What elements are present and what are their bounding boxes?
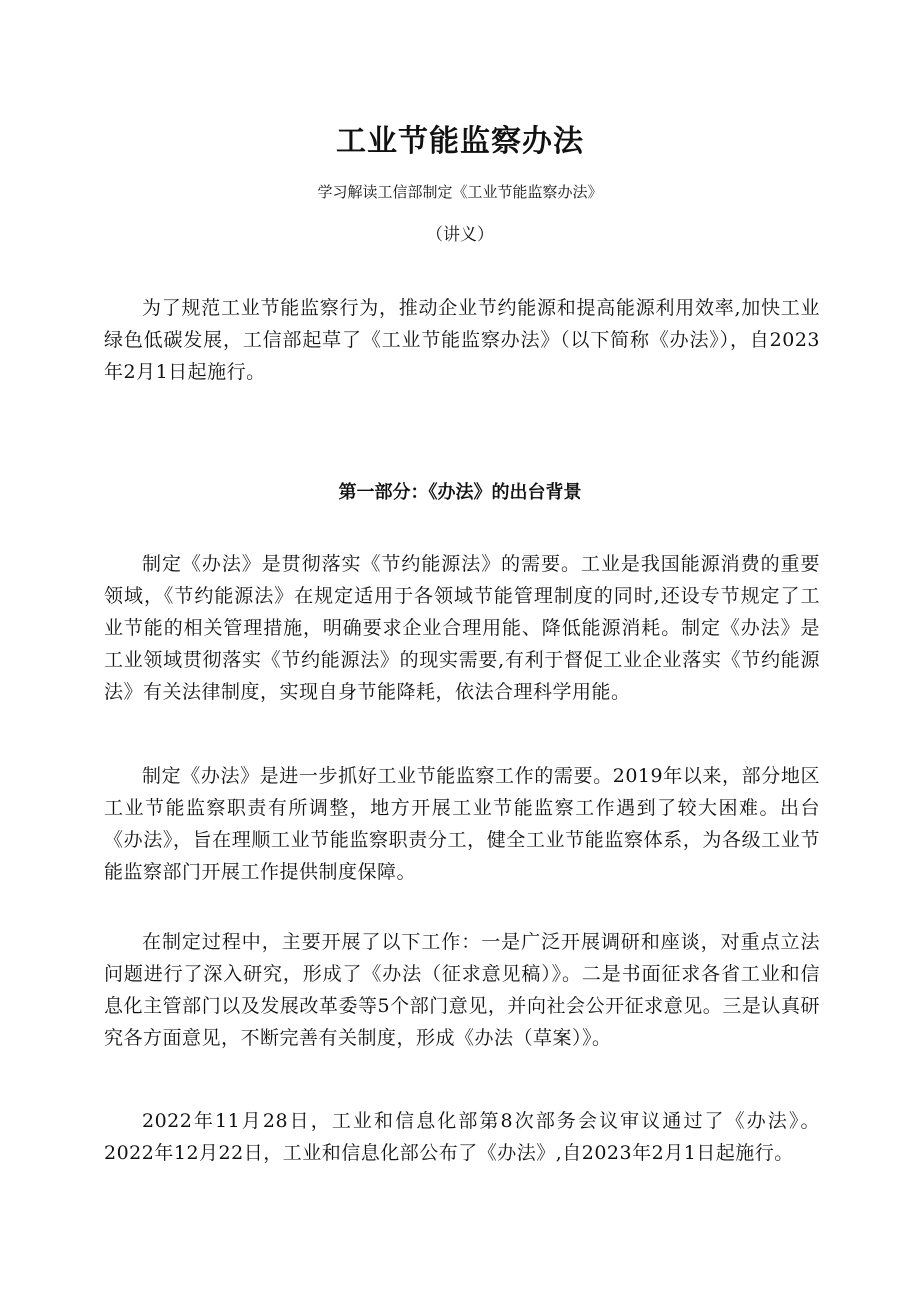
document-title: 工业节能监察办法 — [336, 124, 584, 159]
body-paragraph: 2022年11月28日，工业和信息化部第8次部务会议审议通过了《办法》。2022年12月22日，工业和信息化部公布了《办法》,自2023年2月1日起施行。 — [104, 1110, 820, 1164]
body-paragraph: 在制定过程中，主要开展了以下工作：一是广泛开展调研和座谈，对重点立法问题进行了深入研究，形成了《办法（征求意见稿）》。二是书面征求各省工业和信息化主管部门以及发展改革委等5个部门意见，并向社会公开征求意见。三是认真研究各方面意见，不断完善有关制度，形成《办法（草案）》。 — [104, 931, 820, 1049]
document-note: （讲义） — [426, 225, 494, 245]
section-heading: 第一部分：《办法》的出台背景 — [338, 482, 582, 503]
body-paragraph: 制定《办法》是进一步抓好工业节能监察工作的需要。2019年以来，部分地区工业节能监察职责有所调整，地方开展工业节能监察工作遇到了较大困难。出台《办法》，旨在理顺工业节能监察职责分工，健全工业节能监察体系，为各级工业节能监察部门开展工作提供制度保障。 — [104, 765, 820, 883]
body-paragraph: 制定《办法》是贯彻落实《节约能源法》的需要。工业是我国能源消费的重要领域，《节约能源法》在规定适用于各领域节能管理制度的同时,还设专节规定了工业节能的相关管理措施，明确要求企业合理用能、降低能源消耗。制定《办法》是工业领域贯彻落实《节约能源法》的现实需要,有利于督促工业企业落实《节约能源法》有关法律制度，实现自身节能降耗，依法合理科学用能。 — [104, 553, 820, 703]
intro-paragraph: 为了规范工业节能监察行为，推动企业节约能源和提高能源利用效率,加快工业绿色低碳发展，工信部起草了《工业节能监察办法》（以下简称《办法》），自2023年2月1日起施行。 — [104, 297, 820, 383]
document-subtitle: 学习解读工信部制定《工业节能监察办法》 — [317, 183, 603, 201]
